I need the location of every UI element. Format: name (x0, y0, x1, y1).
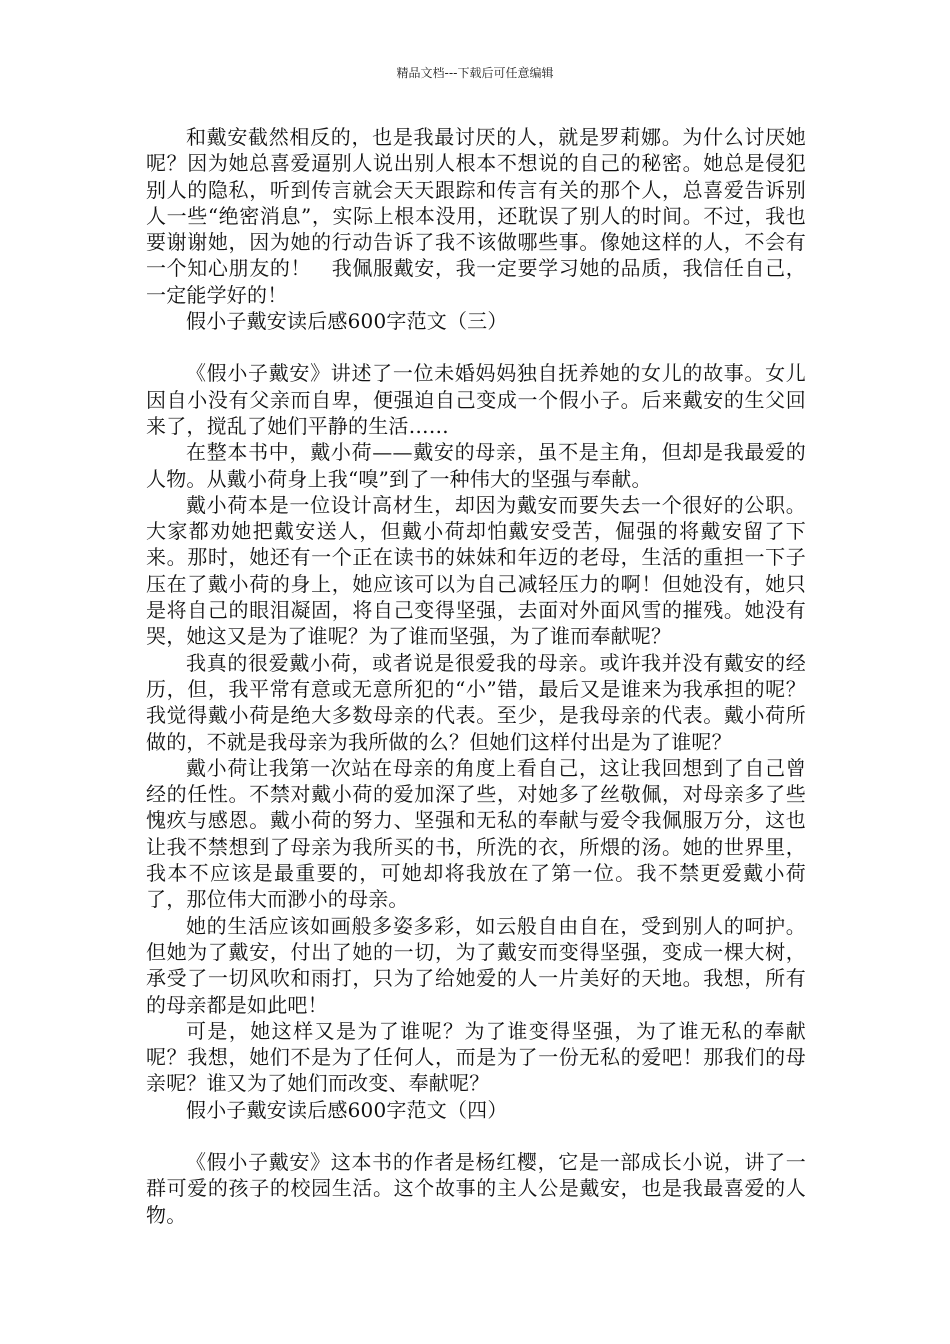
document-body (146, 124, 806, 1228)
spacer (146, 334, 806, 360)
paragraph: 《假小子戴安》这本书的作者是杨红樱，它是一部成长小说，讲了一群可爱的孩子的校园生活。这个故事的主人公是戴安，也是我最喜爱的人物。 (146, 1149, 806, 1227)
section-title-3: 假小子戴安读后感600字范文（三） (186, 309, 508, 334)
section-title-4: 假小子戴安读后感600字范文（四） (186, 1097, 508, 1122)
spacer (146, 1123, 806, 1149)
paragraph: 她的生活应该如画般多姿多彩，如云般自由自在，受到别人的呵护。但她为了戴安，付出了她的一切，为了戴安而变得坚强，变成一棵大树，承受了一切风吹和雨打，只为了给她爱的人一片美好的天地。我想，所有的母亲都是如此吧！ (146, 913, 806, 1017)
paragraph: 《假小子戴安》讲述了一位未婚妈妈独自抚养她的女儿的故事。女儿因自小没有父亲而自卑，便强迫自己变成一个假小子。后来戴安的生父回来了，搅乱了她们平静的生活…… (146, 361, 806, 438)
paragraph: 和戴安截然相反的，也是我最讨厌的人，就是罗莉娜。为什么讨厌她呢？因为她总喜爱逼别人说出别人根本不想说的自己的秘密。她总是侵犯别人的隐私，听到传言就会天天跟踪和传言有关的那个人，总喜爱告诉别人一些“绝密消息”，实际上根本没用，还耽误了别人的时间。不过，我也要谢谢她，因为她的行动告诉了我不该做哪些事。像她这样的人，不会有一个知心朋友的！ 我佩服戴安，我一定要学习她的品质，我信任自己，一定能学好的！ (146, 125, 806, 307)
paragraph: 我真的很爱戴小荷，或者说是很爱我的母亲。或许我并没有戴安的经历，但，我平常有意或无意所犯的“小”错，最后又是谁来为我承担的呢？我觉得戴小荷是绝大多数母亲的代表。至少，是我母亲的代表。戴小荷所做的，不就是我母亲为我所做的么？但她们这样付出是为了谁呢？ (146, 650, 806, 754)
page-header: 精品文档---下载后可任意编辑 (396, 66, 554, 80)
paragraph: 在整本书中，戴小荷——戴安的母亲，虽不是主角，但却是我最爱的人物。从戴小荷身上我“嗅”到了一种伟大的坚强与奉献。 (146, 440, 806, 491)
paragraph: 戴小荷本是一位设计高材生，却因为戴安而要失去一个很好的公职。大家都劝她把戴安送人，但戴小荷却怕戴安受苦，倔强的将戴安留了下来。那时，她还有一个正在读书的妹妹和年迈的老母，生活的重担一下子压在了戴小荷的身上，她应该可以为自己减轻压力的啊！但她没有，她只是将自己的眼泪凝固，将自己变得坚强，去面对外面风雪的摧残。她没有哭，她这又是为了谁呢？为了谁而坚强，为了谁而奉献呢？ (146, 492, 806, 649)
paragraph: 可是，她这样又是为了谁呢？为了谁变得坚强，为了谁无私的奉献呢？我想，她们不是为了任何人，而是为了一份无私的爱吧！那我们的母亲呢？谁又为了她们而改变、奉献呢？ (146, 1018, 806, 1096)
paragraph: 戴小荷让我第一次站在母亲的角度上看自己，这让我回想到了自己曾经的任性。不禁对戴小荷的爱加深了些，对她多了丝敬佩，对母亲多了些愧疚与感恩。戴小荷的努力、坚强和无私的奉献与爱令我佩服万分，这也让我不禁想到了母亲为我所买的书，所洗的衣，所煨的汤。她的世界里，我本不应该是最重要的，可她却将我放在了第一位。我不禁更爱戴小荷了，那位伟大而渺小的母亲。 (146, 755, 806, 912)
